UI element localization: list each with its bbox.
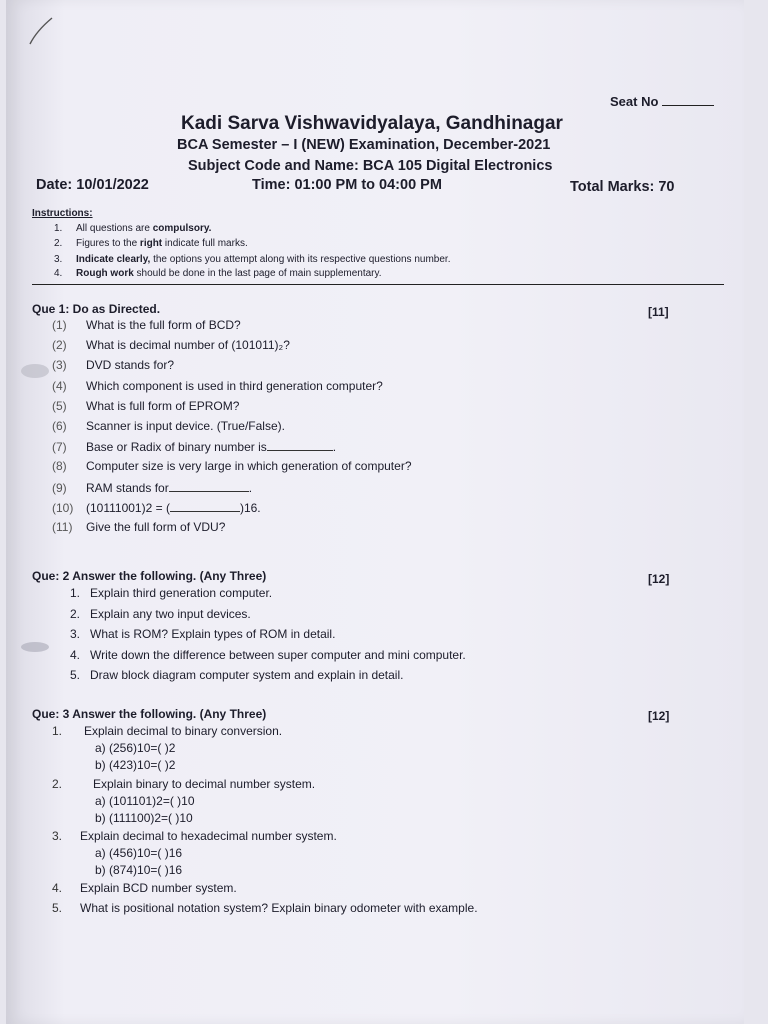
q3-subquestion: b) (423)10=( )2 <box>95 758 176 772</box>
q1-item <box>52 358 174 372</box>
q1-item-suffix: . <box>332 440 337 455</box>
q1-item-suffix: . <box>248 480 253 495</box>
instruction-emphasis: right <box>139 238 163 249</box>
q3-item-number: 2. <box>52 777 63 791</box>
q1-title: Que 1: Do as Directed. <box>32 302 161 316</box>
q1-item <box>52 318 241 332</box>
q1-item-text: DVD stands for? <box>86 358 175 373</box>
instruction-item <box>54 268 382 279</box>
total-marks: Total Marks: 70 <box>570 179 675 195</box>
q3-item-text: What is positional notation system? Explain binary odometer with example. <box>80 901 478 915</box>
q3-subquestion: a) (456)10=( )16 <box>95 846 183 860</box>
seat-number: Seat No <box>610 94 714 109</box>
subject-line: Subject Code and Name: BCA 105 Digital Electronics <box>188 158 553 174</box>
q1-item-text: What is full form of EPROM? <box>86 398 240 413</box>
q3-title: Que: 3 Answer the following. (Any Three) <box>32 707 267 721</box>
q2-item <box>70 607 251 621</box>
instruction-item <box>54 223 211 234</box>
exam-title: BCA Semester – I (NEW) Examination, December-2021 <box>177 137 551 153</box>
q1-item <box>52 379 383 393</box>
instruction-emphasis: Indicate clearly, <box>76 254 151 265</box>
instruction-item <box>54 254 450 265</box>
instruction-text: the options you attempt along with its respective questions number. <box>150 254 451 265</box>
q1-item-number: (9) <box>52 480 67 495</box>
q1-item-number: (11) <box>52 520 73 534</box>
q3-item-text: Explain binary to decimal number system. <box>93 777 316 791</box>
q1-item-suffix: )16. <box>239 500 261 515</box>
q2-item-number: 1. <box>70 586 81 600</box>
answer-blank <box>170 500 240 512</box>
q1-item-number: (7) <box>52 440 67 455</box>
q3-item-number: 3. <box>52 829 63 843</box>
exam-time: Time: 01:00 PM to 04:00 PM <box>252 177 442 193</box>
q1-item <box>52 338 290 352</box>
q1-item-number: (1) <box>52 318 67 332</box>
q1-item-number: (4) <box>52 378 67 393</box>
q1-item-number: (5) <box>52 398 67 413</box>
q2-item-text: What is ROM? Explain types of ROM in detail. <box>90 627 336 641</box>
q2-item <box>70 627 335 641</box>
q1-marks: [11] <box>648 305 669 319</box>
q1-item <box>52 520 225 534</box>
q2-marks: [12] <box>648 572 670 586</box>
q2-item <box>70 648 466 662</box>
q3-item-text: Explain BCD number system. <box>80 881 237 895</box>
q1-item <box>52 500 261 515</box>
q3-subquestion: a) (101101)2=( )10 <box>95 794 195 808</box>
answer-blank <box>267 439 333 451</box>
pen-mark-icon <box>26 14 56 48</box>
instructions-title: Instructions: <box>32 208 93 219</box>
q1-item <box>52 399 239 413</box>
q2-item <box>70 668 403 682</box>
q2-item-text: Explain any two input devices. <box>90 606 251 621</box>
q2-item-text: Write down the difference between super computer and mini computer. <box>90 647 466 662</box>
q1-item-text: Base or Radix of binary number is <box>86 440 267 455</box>
q3-item-text: Explain decimal to hexadecimal number system. <box>80 829 337 843</box>
q1-item <box>52 459 412 473</box>
q1-item-text: Give the full form of VDU? <box>86 520 226 534</box>
q1-item-number: (2) <box>52 338 67 353</box>
smudge-icon <box>18 360 52 382</box>
instruction-text: Figures to the <box>76 238 140 249</box>
q1-item-text: Computer size is very large in which generation of computer? <box>86 459 412 474</box>
instruction-emphasis: compulsory. <box>152 223 212 234</box>
q2-item-number: 5. <box>70 668 81 682</box>
instruction-emphasis: Rough work <box>76 268 134 279</box>
q2-title: Que: 2 Answer the following. (Any Three) <box>32 569 267 583</box>
q1-item-text: RAM stands for <box>86 480 169 495</box>
q1-item-text: What is decimal number of (101011)₂? <box>86 338 290 353</box>
university-name: Kadi Sarva Vishwavidyalaya, Gandhinagar <box>181 113 563 134</box>
q1-item-text: What is the full form of BCD? <box>86 318 241 332</box>
instruction-number: 3. <box>54 254 63 265</box>
q2-item-number: 3. <box>70 627 81 641</box>
instruction-text: indicate full marks. <box>162 238 248 249</box>
q1-item-number: (3) <box>52 358 67 373</box>
q1-item-number: (6) <box>52 419 67 433</box>
q2-item-number: 2. <box>70 606 81 621</box>
exam-date: Date: 10/01/2022 <box>36 177 149 193</box>
q1-item-number: (8) <box>52 459 67 474</box>
q1-item-text: Which component is used in third generation computer? <box>86 378 383 393</box>
q1-item-number: (10) <box>52 500 74 515</box>
q1-item <box>52 419 285 433</box>
instruction-text: should be done in the last page of main supplementary. <box>133 268 382 279</box>
q3-subquestion: a) (256)10=( )2 <box>95 741 176 755</box>
instruction-number: 1. <box>54 223 63 234</box>
instruction-number: 4. <box>54 268 63 279</box>
q3-item-number: 4. <box>52 881 63 895</box>
exam-paper <box>6 0 744 1024</box>
q2-item-text: Draw block diagram computer system and explain in detail. <box>90 668 404 682</box>
q2-item-number: 4. <box>70 647 81 662</box>
divider <box>32 284 724 285</box>
instruction-number: 2. <box>54 238 63 249</box>
q3-item-text: Explain decimal to binary conversion. <box>84 724 283 738</box>
instruction-text: All questions are <box>76 223 153 234</box>
q3-item-number: 1. <box>52 724 63 738</box>
instruction-item <box>54 238 248 249</box>
q2-item-text: Explain third generation computer. <box>90 586 273 600</box>
q1-item-text: Scanner is input device. (True/False). <box>86 419 285 433</box>
q1-item <box>52 480 252 495</box>
q1-item <box>52 439 336 454</box>
q3-subquestion: b) (111100)2=( )10 <box>95 811 193 825</box>
q3-marks: [12] <box>648 709 670 723</box>
q3-item-number: 5. <box>52 901 63 915</box>
q3-subquestion: b) (874)10=( )16 <box>95 863 183 877</box>
smudge-icon <box>18 636 52 658</box>
answer-blank <box>169 480 249 492</box>
q2-item <box>70 586 272 600</box>
q1-item-text: (10111001)2 = ( <box>86 500 170 515</box>
